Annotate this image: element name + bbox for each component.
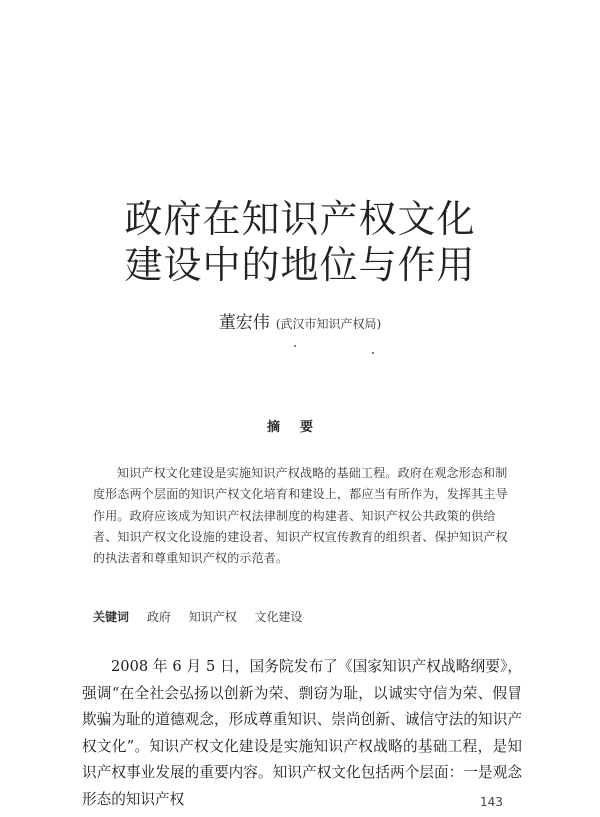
title-line-2: 建设中的地位与作用: [124, 243, 476, 287]
title-line-1: 政府在知识产权文化: [124, 197, 476, 241]
author-affiliation: (武汉市知识产权局): [275, 317, 382, 331]
keyword: 政府: [146, 610, 171, 624]
abstract-text: 知识产权文化建设是实施知识产权战略的基础工程。政府在观念形态和制度形态两个层面的知识产权文化培育和建设上，都应当有所作为，发挥其主导作用。政府应该成为知识产权法律制度的构建者、知识产权公共政策的供给者、知识产权文化设施的建设者、知识产权宣传教育的组织者、保护知识产权的执法者和尊重知识产权的示范者。: [93, 466, 508, 566]
author-line: [0, 308, 600, 333]
page-number: 143: [480, 795, 503, 809]
scan-speck: [372, 352, 374, 354]
keywords-line: [93, 608, 513, 625]
abstract-heading: 摘要: [266, 420, 333, 435]
body-paragraph: 2008 年 6 月 5 日，国务院发布了《国家知识产权战略纲要》，强调“在全社会弘扬以创新为荣、剽窃为耻，以诚实守信为荣、假冒欺骗为耻的道德观念，形成尊重知识、崇尚创新、诚信守法的知识产权文化”。知识产权文化建设是实施知识产权战略的基础工程，是知识产权事业发展的重要内容。知识产权文化包括两个层面：一是观念形态的知识产权: [82, 658, 522, 808]
scan-speck: [294, 345, 296, 347]
keyword: 文化建设: [254, 610, 303, 624]
keyword: 知识产权: [188, 610, 237, 624]
keywords-label: 关键词: [93, 610, 130, 624]
author-name: 董宏伟: [218, 313, 270, 333]
